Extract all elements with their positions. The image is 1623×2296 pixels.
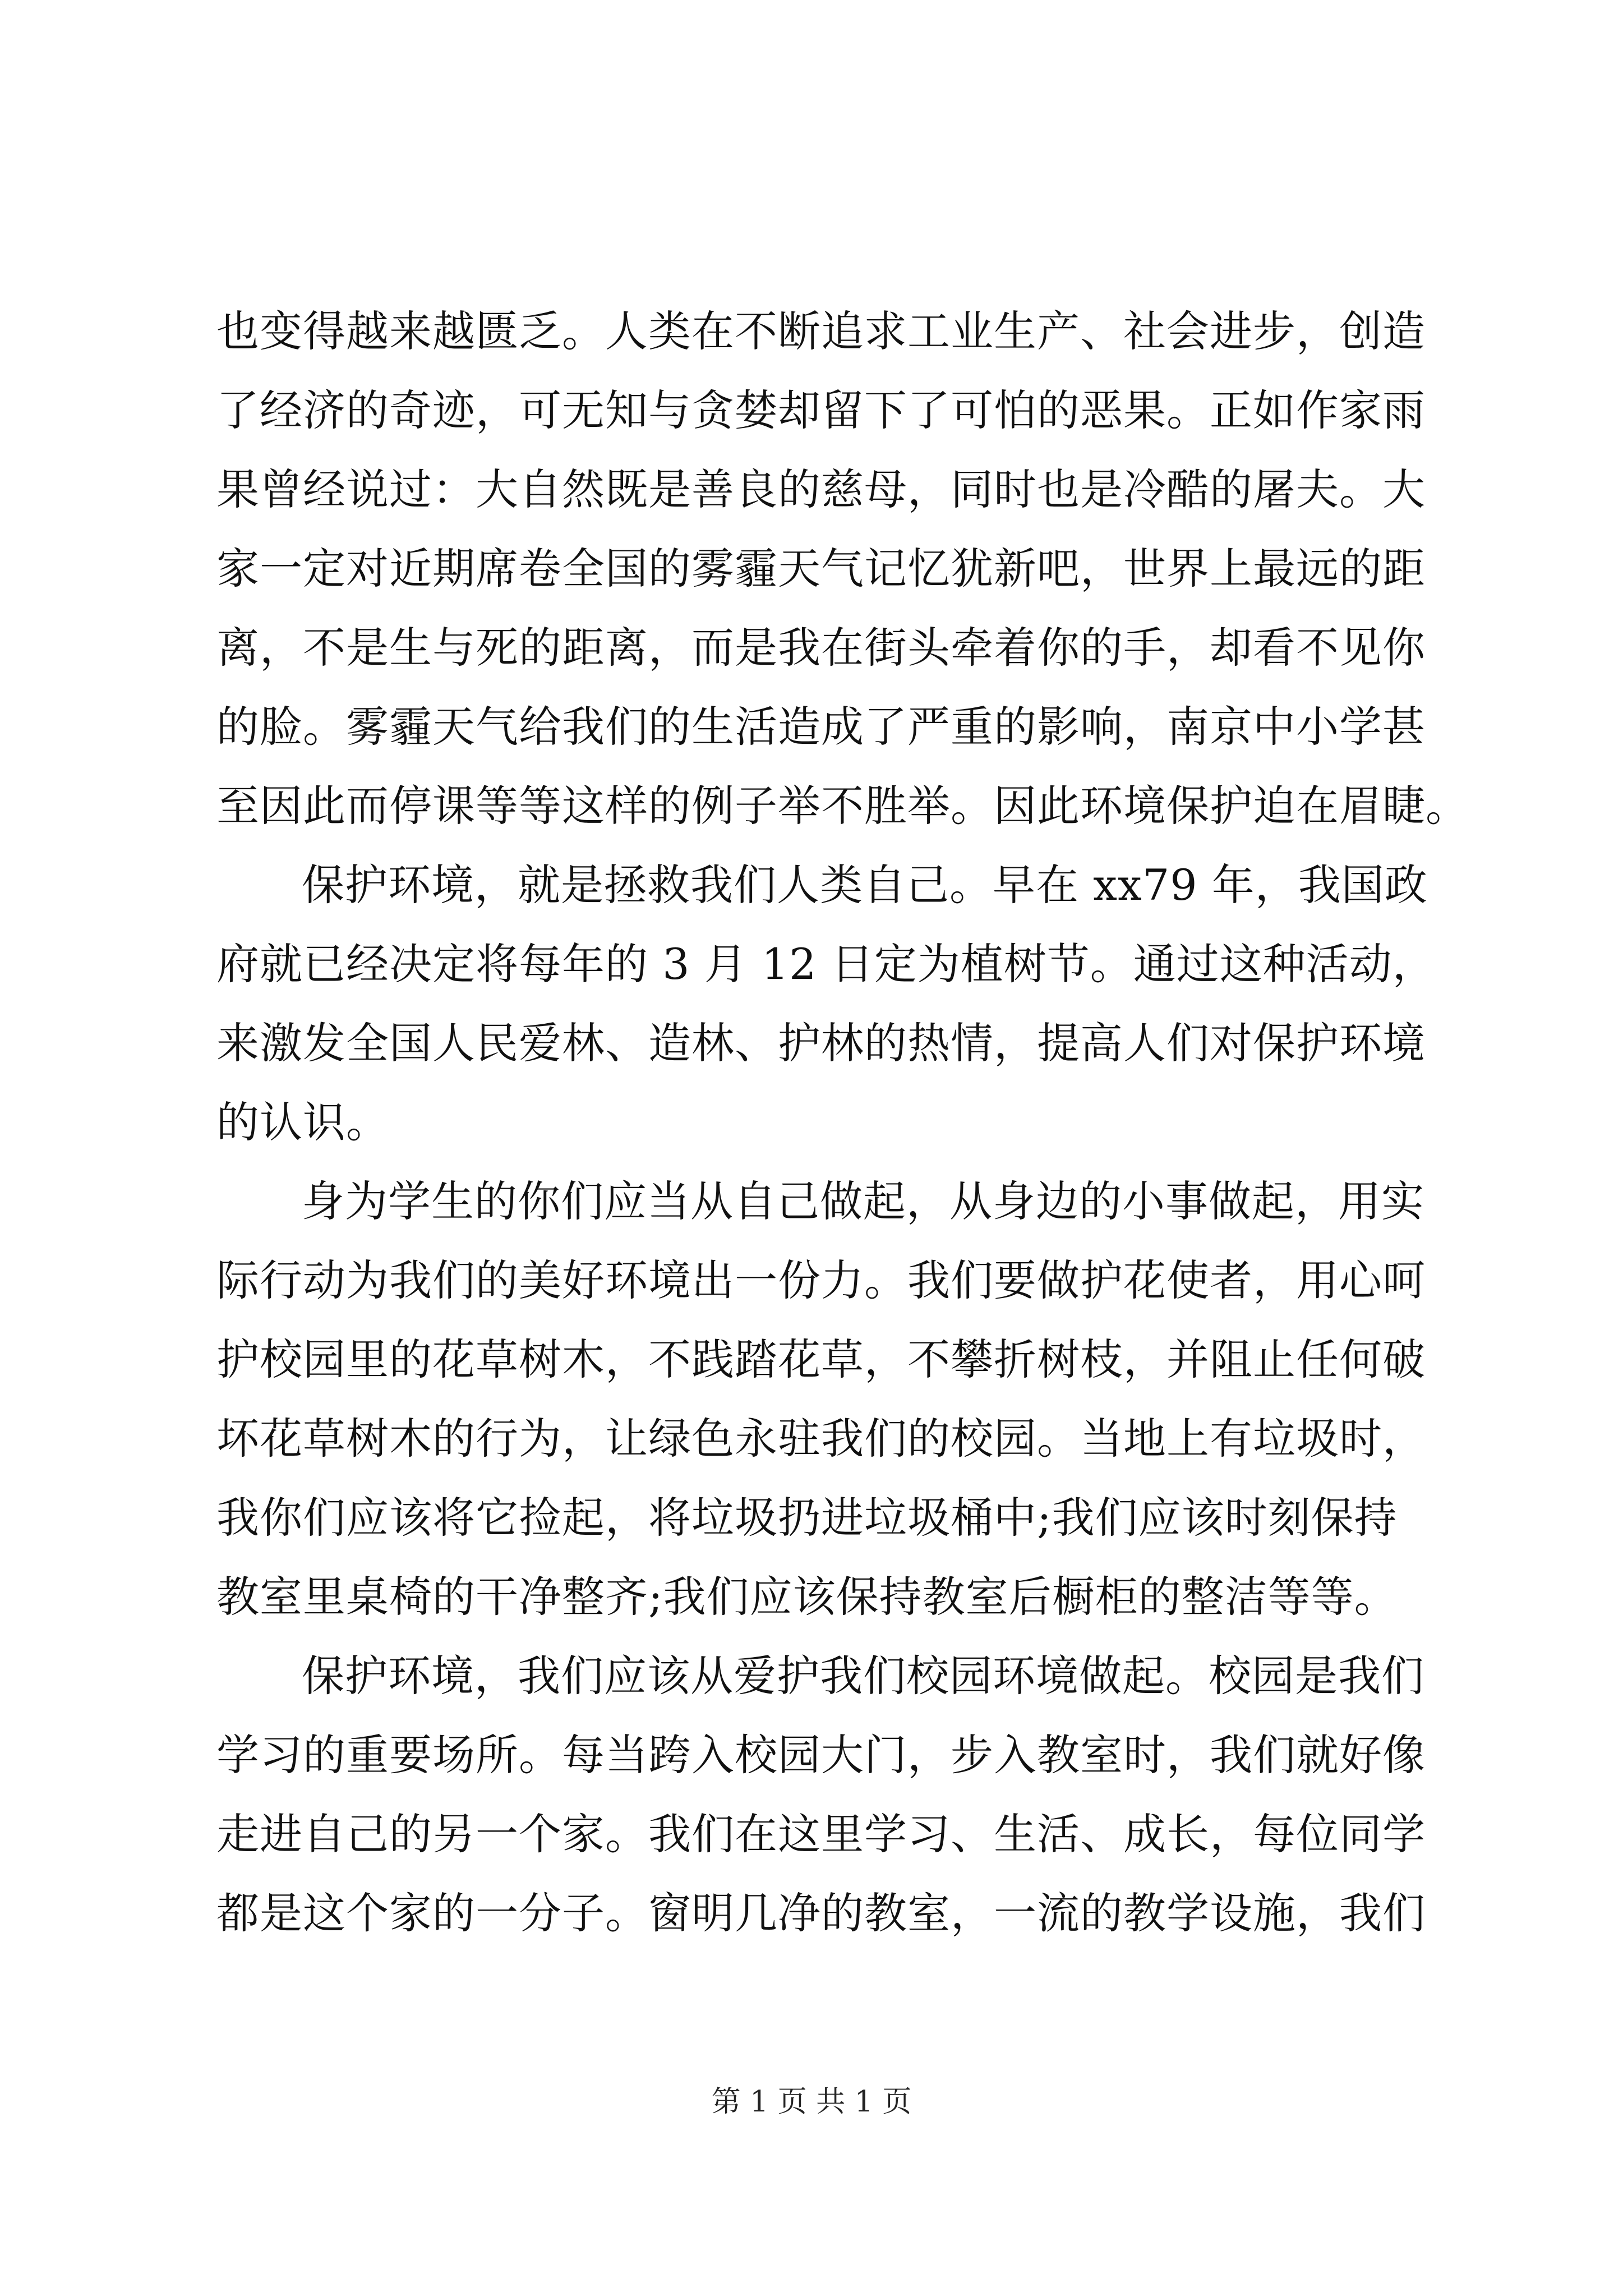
text-line: 都是这个家的一分子。窗明几净的教室，一流的教学设施，我们 [216,1888,1426,1938]
text-line: 我你们应该将它捡起，将垃圾扔进垃圾桶中;我们应该时刻保持 [216,1493,1398,1543]
text-line: 也变得越来越匮乏。人类在不断追求工业生产、社会进步，创造 [216,306,1426,356]
page-footer: 第 1 页 共 1 页 [711,2085,912,2119]
text-line: 家一定对近期席卷全国的雾霾天气记忆犹新吧，世界上最远的距 [216,544,1426,593]
text-line: 学习的重要场所。每当跨入校园大门，步入教室时，我们就好像 [216,1730,1426,1780]
paragraph-first-line: 身为学生的你们应当从自己做起，从身边的小事做起，用实 [302,1176,1424,1226]
text-line: 果曾经说过：大自然既是善良的慈母，同时也是冷酷的屠夫。大 [216,464,1426,514]
text-line: 坏花草树木的行为，让绿色永驻我们的校园。当地上有垃圾时， [216,1414,1426,1464]
text-line: 了经济的奇迹，可无知与贪婪却留下了可怕的恶果。正如作家雨 [216,385,1426,435]
text-line: 来激发全国人民爱林、造林、护林的热情，提高人们对保护环境 [216,1018,1426,1068]
text-line: 走进自己的另一个家。我们在这里学习、生活、成长，每位同学 [216,1809,1426,1859]
text-line: 际行动为我们的美好环境出一份力。我们要做护花使者，用心呵 [216,1255,1426,1305]
text-line: 护校园里的花草树木，不践踏花草，不攀折树枝，并阻止任何破 [216,1335,1426,1384]
text-line: 教室里桌椅的干净整齐;我们应该保持教室后橱柜的整洁等等。 [216,1572,1398,1622]
text-line: 至因此而停课等等这样的例子举不胜举。因此环境保护迫在眉睫。 [216,781,1469,831]
text-line: 府就已经决定将每年的 3 月 12 日定为植树节。通过这种活动， [216,939,1436,989]
paragraph-first-line: 保护环境，就是拯救我们人类自己。早在 xx79 年，我国政 [302,860,1428,910]
paragraph-first-line: 保护环境，我们应该从爱护我们校园环境做起。校园是我们 [302,1651,1424,1701]
text-line: 的认识。 [216,1097,389,1147]
text-line: 离，不是生与死的距离，而是我在街头牵着你的手，却看不见你 [216,623,1426,673]
body-text [216,292,1469,1953]
text-line: 的脸。雾霾天气给我们的生活造成了严重的影响，南京中小学甚 [216,702,1426,752]
